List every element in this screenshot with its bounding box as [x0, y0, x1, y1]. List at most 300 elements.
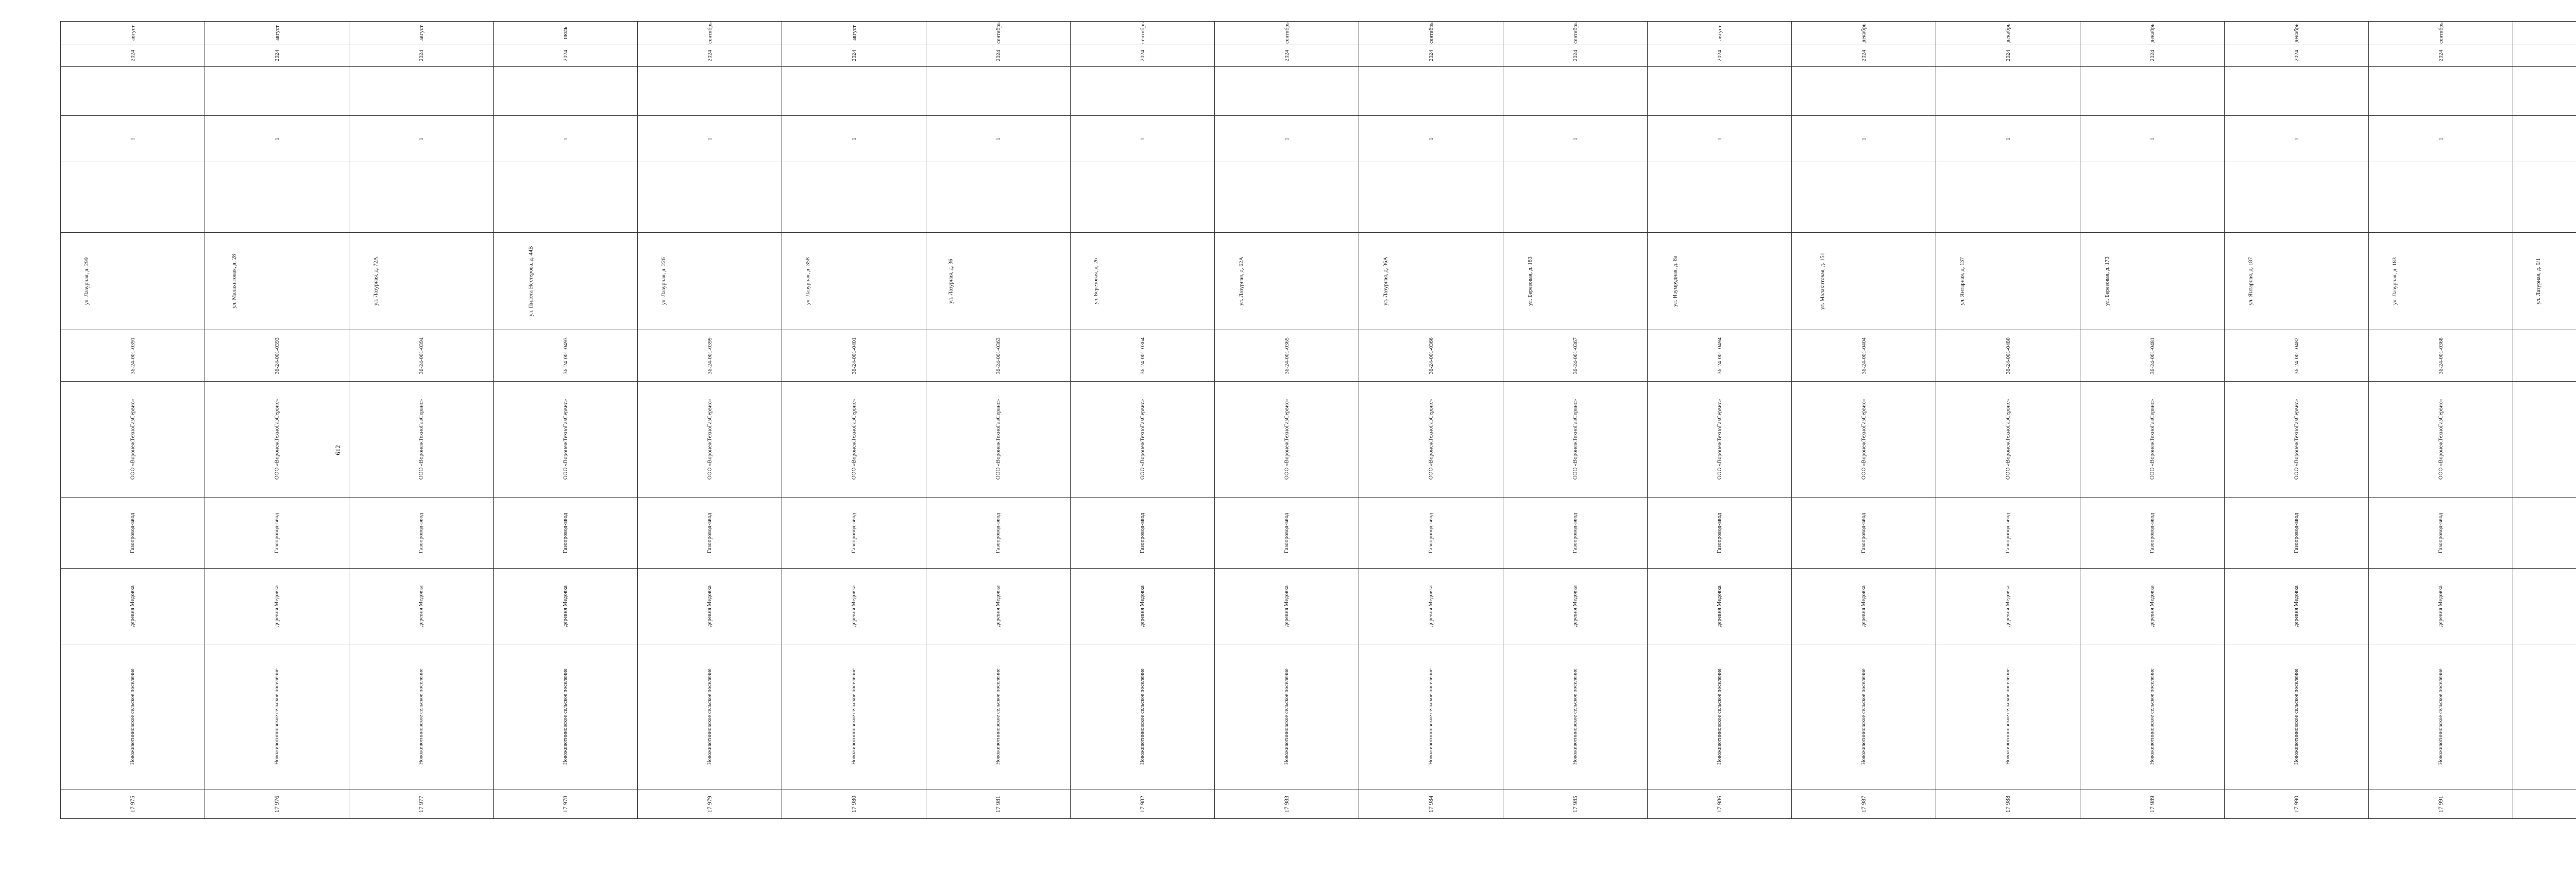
cell-empty	[2080, 162, 2225, 233]
cell-quantity	[782, 116, 926, 162]
cell-year	[2369, 44, 2513, 67]
cell-year	[494, 44, 638, 67]
cell-settlement	[2513, 644, 2576, 790]
cell-quantity-text: 1	[1572, 137, 1579, 141]
cell-empty	[1359, 162, 1503, 233]
cell-address-text: ул. Лазурная, д. 62А	[1238, 256, 1245, 306]
cell-month-text: декабрь	[2149, 23, 2156, 42]
cell-address-text: ул. Янтарная, д. 187	[2247, 257, 2254, 305]
cell-locality	[782, 569, 926, 644]
cell-row-number-text: 17 981	[994, 796, 1002, 813]
cell-object-type-text: Газопровод-ввод	[1139, 512, 1146, 553]
cell-quantity-text: 1	[851, 137, 857, 141]
cell-operator	[2369, 382, 2513, 498]
cell-cadastral-text: 36-24-001-0493	[562, 337, 569, 374]
cell-locality-text: деревня Медовка	[851, 585, 857, 627]
cell-empty	[638, 67, 782, 116]
cell-cadastral	[1071, 330, 1215, 382]
cell-row-number-text: 17 991	[2437, 796, 2444, 813]
cell-row-number-text: 17 984	[1427, 796, 1434, 813]
cell-locality	[638, 569, 782, 644]
cell-settlement	[1648, 644, 1792, 790]
cell-quantity-text: 1	[2437, 137, 2444, 141]
cell-row-number-text: 17 985	[1571, 796, 1579, 813]
cell-settlement	[1071, 644, 1215, 790]
cell-settlement-text: Новоживотинновское сельское поселение	[274, 669, 280, 765]
cell-operator	[2080, 382, 2225, 498]
cell-row-number	[2369, 790, 2513, 819]
cell-settlement-text: Новоживотинновское сельское поселение	[129, 669, 135, 765]
cell-address	[1503, 233, 1648, 330]
cell-year	[926, 44, 1071, 67]
cell-operator-text: ООО «ВоронежТехноГазСервис»	[851, 399, 857, 480]
cell-cadastral-text: 36-24-001-0482	[2293, 337, 2300, 374]
cell-empty	[1648, 67, 1792, 116]
cell-operator	[1648, 382, 1792, 498]
cell-quantity-text: 1	[129, 137, 136, 141]
cell-cadastral	[494, 330, 638, 382]
cell-cadastral	[926, 330, 1071, 382]
cell-month	[2080, 22, 2225, 44]
cell-year	[1503, 44, 1648, 67]
cell-month	[494, 22, 638, 44]
cell-empty	[494, 67, 638, 116]
cell-locality	[2080, 569, 2225, 644]
cell-row-number-text: 17 988	[2004, 796, 2011, 813]
cell-settlement	[205, 644, 349, 790]
cell-year-text: 2024	[1716, 49, 1723, 61]
cell-empty	[2080, 67, 2225, 116]
cell-empty	[2369, 67, 2513, 116]
cell-locality	[1215, 569, 1359, 644]
cell-month-text: сентябрь	[2437, 22, 2444, 44]
cell-row-number	[2513, 790, 2576, 819]
cell-empty	[2369, 162, 2513, 233]
cell-object-type	[926, 498, 1071, 569]
cell-locality	[2369, 569, 2513, 644]
cell-year	[782, 44, 926, 67]
cell-cadastral-text: 36-24-001-0368	[2437, 337, 2444, 374]
cell-object-type	[61, 498, 205, 569]
cell-empty	[1648, 162, 1792, 233]
cell-operator-text: ООО «ВоронежТехноГазСервис»	[995, 399, 1002, 480]
cell-locality-text: деревня Медовка	[1716, 585, 1723, 627]
cell-quantity	[2080, 116, 2225, 162]
cell-cadastral	[2369, 330, 2513, 382]
cell-month	[638, 22, 782, 44]
cell-row-number-text: 17 986	[1716, 796, 1723, 813]
cell-settlement	[926, 644, 1071, 790]
cell-row-number	[61, 790, 205, 819]
cell-locality	[1071, 569, 1215, 644]
cell-operator-text: ООО «ВоронежТехноГазСервис»	[2437, 399, 2444, 480]
cell-address-text: ул. Березовая, д. 26	[1093, 258, 1099, 305]
cell-month-text: сентябрь	[1428, 22, 1434, 44]
cell-cadastral	[782, 330, 926, 382]
cell-address	[1071, 233, 1215, 330]
cell-cadastral	[1503, 330, 1648, 382]
cell-address-text: ул. Малахитовая, д. 151	[1819, 252, 1826, 310]
cell-settlement	[2080, 644, 2225, 790]
cell-year-text: 2024	[2005, 49, 2011, 61]
table-field-row	[61, 498, 2576, 569]
cell-year-text: 2024	[706, 49, 713, 61]
cell-year	[1792, 44, 1936, 67]
cell-quantity	[926, 116, 1071, 162]
cell-object-type-text: Газопровод-ввод	[2293, 512, 2300, 553]
cell-locality-text: деревня Медовка	[1428, 585, 1434, 627]
cell-empty	[1071, 162, 1215, 233]
cell-month-text: сентябрь	[1283, 22, 1290, 44]
cell-object-type-text: Газопровод-ввод	[706, 512, 713, 553]
cell-year	[2080, 44, 2225, 67]
cell-month-text: сентябрь	[995, 22, 1002, 44]
cell-address-text: ул. Лазурная, д. 36	[947, 259, 954, 304]
cell-quantity	[61, 116, 205, 162]
cell-empty	[1503, 162, 1648, 233]
cell-month-text: июль	[562, 26, 569, 39]
cell-settlement-text: Новоживотинновское сельское поселение	[2293, 669, 2299, 765]
cell-year-text: 2024	[1860, 49, 1867, 61]
cell-month	[1071, 22, 1215, 44]
cell-settlement	[782, 644, 926, 790]
cell-locality-text: деревня Медовка	[274, 585, 280, 627]
cell-object-type-text: Газопровод-ввод	[274, 512, 280, 553]
cell-row-number-text: 17 977	[417, 796, 425, 813]
cell-address-text: ул. Изумрудная, д. 8а	[1672, 255, 1679, 307]
cell-quantity	[1936, 116, 2080, 162]
cell-year	[1648, 44, 1792, 67]
cell-operator-text: ООО «ВоронежТехноГазСервис»	[562, 399, 569, 480]
data-table	[60, 21, 2576, 819]
cell-object-type	[349, 498, 494, 569]
cell-empty	[926, 67, 1071, 116]
cell-operator	[2513, 382, 2576, 498]
cell-address	[782, 233, 926, 330]
cell-cadastral-text: 36-24-001-0494	[1716, 337, 1723, 374]
cell-year-text: 2024	[851, 49, 857, 61]
cell-object-type-text: Газопровод-ввод	[2149, 512, 2156, 553]
cell-settlement-text: Новоживотинновское сельское поселение	[1716, 669, 1722, 765]
cell-empty	[926, 162, 1071, 233]
cell-row-number	[2080, 790, 2225, 819]
cell-locality-text: деревня Медовка	[2005, 585, 2011, 627]
cell-settlement-text: Новоживотинновское сельское поселение	[2005, 669, 2011, 765]
cell-object-type	[2513, 498, 2576, 569]
cell-address	[61, 233, 205, 330]
cell-year-text: 2024	[418, 49, 425, 61]
cell-year-text: 2024	[1428, 49, 1434, 61]
cell-year-text: 2024	[1283, 49, 1290, 61]
cell-year	[1359, 44, 1503, 67]
cell-quantity-text: 1	[706, 137, 713, 141]
cell-quantity-text: 1	[1860, 137, 1867, 141]
cell-locality-text: деревня Медовка	[1139, 585, 1146, 627]
cell-empty	[1936, 67, 2080, 116]
cell-quantity-text: 1	[995, 137, 1002, 141]
cell-row-number	[926, 790, 1071, 819]
cell-address	[2369, 233, 2513, 330]
cell-row-number	[2225, 790, 2369, 819]
cell-month-text: август	[129, 25, 136, 41]
cell-year-text: 2024	[995, 49, 1002, 61]
cell-settlement	[2369, 644, 2513, 790]
cell-settlement-text: Новоживотинновское сельское поселение	[2149, 669, 2155, 765]
cell-empty	[2513, 162, 2576, 233]
cell-row-number-text: 17 989	[2148, 796, 2156, 813]
cell-empty	[1792, 162, 1936, 233]
cell-month	[349, 22, 494, 44]
cell-address	[349, 233, 494, 330]
cell-object-type	[1936, 498, 2080, 569]
cell-settlement-text: Новоживотинновское сельское поселение	[562, 669, 568, 765]
cell-operator-text: ООО «ВоронежТехноГазСервис»	[274, 399, 280, 480]
cell-row-number-text: 17 980	[850, 796, 857, 813]
cell-month	[782, 22, 926, 44]
cell-quantity-text: 1	[2149, 137, 2156, 141]
cell-cadastral	[2225, 330, 2369, 382]
cell-settlement-text: Новоживотинновское сельское поселение	[995, 669, 1001, 765]
cell-object-type	[1215, 498, 1359, 569]
cell-address	[1359, 233, 1503, 330]
cell-quantity	[1792, 116, 1936, 162]
cell-quantity	[1503, 116, 1648, 162]
cell-operator	[926, 382, 1071, 498]
cell-address	[2513, 233, 2576, 330]
cell-month	[61, 22, 205, 44]
cell-cadastral-text: 36-24-001-0365	[1283, 337, 1290, 374]
cell-empty	[2225, 67, 2369, 116]
cell-object-type	[782, 498, 926, 569]
cell-locality	[349, 569, 494, 644]
cell-settlement	[1215, 644, 1359, 790]
table-field-row	[61, 790, 2576, 819]
cell-operator	[1215, 382, 1359, 498]
table-field-row	[61, 22, 2576, 44]
cell-settlement	[1503, 644, 1648, 790]
cell-quantity	[1071, 116, 1215, 162]
cell-quantity	[2225, 116, 2369, 162]
cell-empty	[638, 162, 782, 233]
cell-settlement-text: Новоживотинновское сельское поселение	[1860, 669, 1867, 765]
cell-year-text: 2024	[1572, 49, 1579, 61]
cell-locality	[1936, 569, 2080, 644]
cell-cadastral-text: 36-24-001-0394	[418, 337, 425, 374]
cell-cadastral	[1792, 330, 1936, 382]
cell-quantity-text: 1	[274, 137, 280, 141]
table-field-row	[61, 382, 2576, 498]
cell-object-type-text: Газопровод-ввод	[851, 512, 857, 553]
cell-object-type	[2225, 498, 2369, 569]
cell-object-type	[2080, 498, 2225, 569]
cell-locality	[494, 569, 638, 644]
cell-operator-text: ООО «ВоронежТехноГазСервис»	[2293, 399, 2300, 480]
cell-object-type-text: Газопровод-ввод	[2437, 512, 2444, 553]
cell-address-text: ул. Пилота Нестерова, д. 44В	[528, 246, 534, 317]
cell-quantity	[2513, 116, 2576, 162]
cell-year	[1936, 44, 2080, 67]
cell-quantity	[494, 116, 638, 162]
cell-empty	[205, 67, 349, 116]
cell-empty	[782, 67, 926, 116]
cell-object-type-text: Газопровод-ввод	[2005, 512, 2011, 553]
cell-row-number	[349, 790, 494, 819]
cell-year	[205, 44, 349, 67]
cell-locality-text: деревня Медовка	[1572, 585, 1579, 627]
cell-settlement-text: Новоживотинновское сельское поселение	[1428, 669, 1434, 765]
cell-address-text: ул. Лазурная, д. 299	[83, 257, 90, 305]
cell-cadastral-text: 36-24-001-0391	[129, 337, 136, 374]
cell-settlement-text: Новоживотинновское сельское поселение	[706, 669, 713, 765]
cell-cadastral	[1648, 330, 1792, 382]
cell-address-text: ул. Березовая, д. 173	[2104, 256, 2110, 306]
cell-quantity	[349, 116, 494, 162]
cell-operator-text: ООО «ВоронежТехноГазСервис»	[1716, 399, 1723, 480]
cell-object-type-text: Газопровод-ввод	[418, 512, 425, 553]
cell-year-text: 2024	[1139, 49, 1146, 61]
cell-cadastral-text: 36-24-001-0399	[706, 337, 713, 374]
cell-empty	[349, 162, 494, 233]
cell-object-type-text: Газопровод-ввод	[1572, 512, 1579, 553]
cell-locality-text: деревня Медовка	[1860, 585, 1867, 627]
cell-month	[1503, 22, 1648, 44]
cell-month-text: декабрь	[2293, 23, 2300, 42]
cell-object-type	[638, 498, 782, 569]
cell-cadastral-text: 36-24-001-0363	[995, 337, 1002, 374]
cell-settlement	[638, 644, 782, 790]
cell-quantity-text: 1	[2293, 137, 2300, 141]
table-field-row	[61, 330, 2576, 382]
cell-operator	[1359, 382, 1503, 498]
cell-cadastral-text: 36-24-001-0401	[851, 337, 857, 374]
cell-cadastral	[2513, 330, 2576, 382]
cell-address-text: ул. Малахитовая, д. 28	[231, 254, 238, 309]
cell-operator	[638, 382, 782, 498]
cell-row-number-text: 17 976	[273, 796, 280, 813]
cell-quantity-text: 1	[562, 137, 569, 141]
table-field-row	[61, 116, 2576, 162]
cell-month	[1648, 22, 1792, 44]
cell-cadastral-text: 36-24-001-0366	[1428, 337, 1434, 374]
cell-object-type	[1648, 498, 1792, 569]
cell-operator	[1071, 382, 1215, 498]
cell-empty	[782, 162, 926, 233]
cell-quantity	[638, 116, 782, 162]
table-field-row	[61, 233, 2576, 330]
cell-year-text: 2024	[2293, 49, 2300, 61]
cell-operator-text: ООО «ВоронежТехноГазСервис»	[1283, 399, 1290, 480]
cell-address	[1215, 233, 1359, 330]
cell-empty	[61, 67, 205, 116]
cell-month-text: сентябрь	[706, 22, 713, 44]
cell-operator-text: ООО «ВоронежТехноГазСервис»	[1428, 399, 1434, 480]
cell-quantity	[1648, 116, 1792, 162]
cell-locality-text: деревня Медовка	[129, 585, 136, 627]
cell-quantity-text: 1	[2005, 137, 2011, 141]
cell-locality	[1503, 569, 1648, 644]
cell-cadastral	[349, 330, 494, 382]
cell-operator-text: ООО «ВоронежТехноГазСервис»	[2149, 399, 2156, 480]
cell-row-number-text: 17 978	[562, 796, 569, 813]
table-field-row	[61, 162, 2576, 233]
cell-cadastral	[1936, 330, 2080, 382]
cell-locality-text: деревня Медовка	[706, 585, 713, 627]
cell-cadastral	[61, 330, 205, 382]
cell-row-number	[1792, 790, 1936, 819]
cell-year-text: 2024	[2149, 49, 2156, 61]
cell-locality-text: деревня Медовка	[1283, 585, 1290, 627]
cell-address-text: ул. Лазурная, д. 36А	[1382, 256, 1389, 306]
cell-row-number	[1071, 790, 1215, 819]
cell-year	[349, 44, 494, 67]
cell-quantity-text: 1	[1428, 137, 1434, 141]
cell-quantity-text: 1	[1716, 137, 1723, 141]
cell-settlement	[1359, 644, 1503, 790]
cell-row-number	[1359, 790, 1503, 819]
cell-month-text: декабрь	[2005, 23, 2011, 42]
cell-address	[1936, 233, 2080, 330]
cell-operator	[1503, 382, 1648, 498]
cell-year	[61, 44, 205, 67]
cell-settlement-text: Новоживотинновское сельское поселение	[1139, 669, 1145, 765]
cell-address-text: ул. Лазурная, д. 72А	[372, 256, 379, 306]
cell-object-type-text: Газопровод-ввод	[1716, 512, 1723, 553]
cell-empty	[1503, 67, 1648, 116]
cell-year	[1215, 44, 1359, 67]
cell-year-text: 2024	[562, 49, 569, 61]
cell-locality	[2513, 569, 2576, 644]
table-field-row	[61, 644, 2576, 790]
cell-object-type-text: Газопровод-ввод	[129, 512, 136, 553]
cell-year	[2225, 44, 2369, 67]
cell-cadastral	[205, 330, 349, 382]
cell-month	[2369, 22, 2513, 44]
cell-month	[1792, 22, 1936, 44]
cell-cadastral	[1215, 330, 1359, 382]
cell-settlement	[1792, 644, 1936, 790]
cell-object-type	[1071, 498, 1215, 569]
cell-locality	[61, 569, 205, 644]
cell-month	[1359, 22, 1503, 44]
cell-object-type	[2369, 498, 2513, 569]
cell-quantity	[205, 116, 349, 162]
cell-empty	[1215, 162, 1359, 233]
cell-cadastral-text: 36-24-001-0480	[2005, 337, 2011, 374]
cell-month	[2513, 22, 2576, 44]
cell-cadastral-text: 36-24-001-0364	[1139, 337, 1146, 374]
cell-operator	[782, 382, 926, 498]
cell-row-number	[1648, 790, 1792, 819]
cell-operator	[494, 382, 638, 498]
cell-empty	[1215, 67, 1359, 116]
cell-settlement-text: Новоживотинновское сельское поселение	[2437, 669, 2444, 765]
cell-row-number	[1936, 790, 2080, 819]
cell-operator-text: ООО «ВоронежТехноГазСервис»	[418, 399, 425, 480]
cell-quantity-text: 1	[1283, 137, 1290, 141]
cell-row-number-text: 17 987	[1860, 796, 1867, 813]
cell-quantity	[1359, 116, 1503, 162]
cell-month-text: август	[851, 25, 857, 41]
cell-empty	[1936, 162, 2080, 233]
cell-object-type	[494, 498, 638, 569]
cell-object-type-text: Газопровод-ввод	[1283, 512, 1290, 553]
cell-month	[2225, 22, 2369, 44]
cell-quantity-text: 1	[1139, 137, 1146, 141]
cell-row-number	[1215, 790, 1359, 819]
cell-address-text: ул. Березовая, д. 183	[1527, 256, 1533, 306]
cell-address	[926, 233, 1071, 330]
cell-cadastral	[638, 330, 782, 382]
